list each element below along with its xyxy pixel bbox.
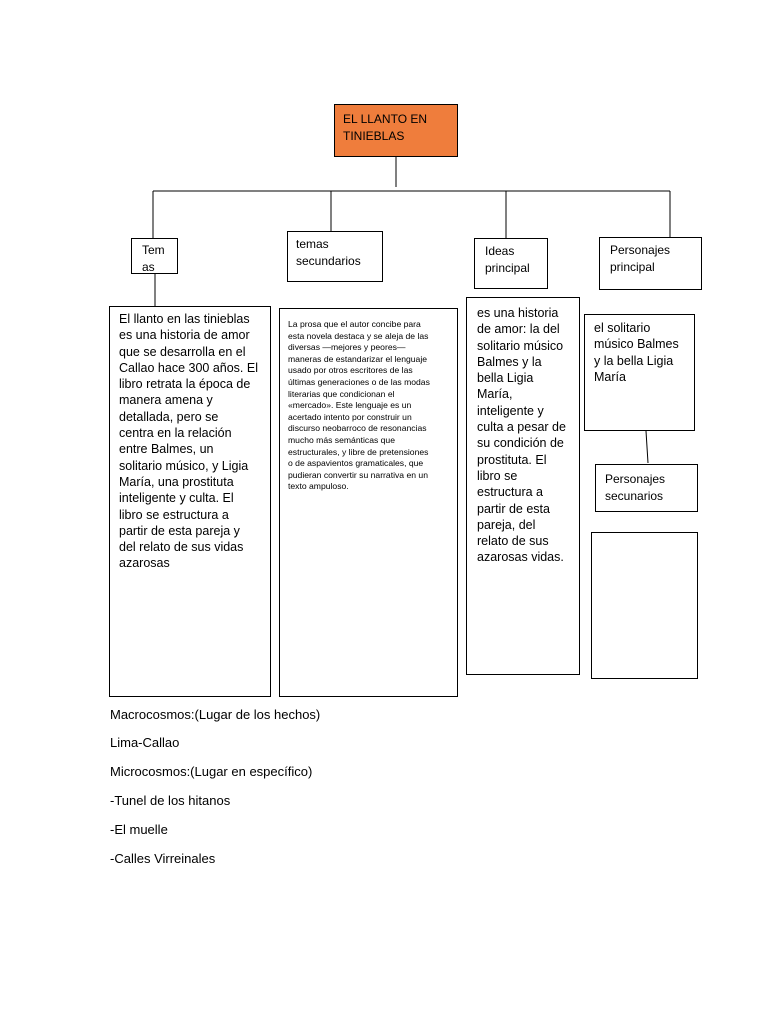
connector-personajes (646, 431, 648, 463)
branch-content-text: El llanto en las tinieblas es una historia de amor que se desarrolla en el Callao hace 300 años. El libro retrata la época de manera amena y detallada, pero se centra en la relación entre Balmes, un solitario músico, y Ligia María, una prostituta inteligente y culta. El libro se estructura a partir de esta pareja y del relato de sus vidas azarosas (119, 312, 258, 571)
note-microcosmos: Microcosmos:(Lugar en específico) (110, 764, 313, 779)
note-muelle: -El muelle (110, 822, 168, 837)
note-macrocosmos: Macrocosmos:(Lugar de los hechos) (110, 707, 321, 722)
note-tunel: -Tunel de los hitanos (110, 793, 231, 808)
note-calles: -Calles Virreinales (110, 851, 216, 866)
branch-label-text: Ideas principal (485, 244, 530, 275)
branch-content-temas-secundarios (279, 308, 458, 697)
branch-label-text: Tem as (142, 243, 165, 274)
branch-content-personajes-secundarios (591, 532, 698, 679)
branch-label-personajes-secundarios (595, 464, 698, 512)
branch-label-temas-secundarios (287, 231, 383, 282)
branch-label-ideas-principal (474, 238, 548, 289)
branch-content-text: es una historia de amor: la del solitario músico Balmes y la bella Ligia María, inteligente y culta a pesar de su condición de prostituta. El libro se estructura a partir de esta pareja, del relato de sus azarosas vidas. (477, 306, 566, 565)
branch-label-personajes-principal (599, 237, 702, 290)
branch-content-temas (109, 306, 271, 697)
title-box (334, 104, 458, 157)
title-text: EL LLANTO EN TINIEBLAS (343, 112, 428, 143)
branch-content-text: La prosa que el autor concibe para esta novela destaca y se aleja de las diversas —mejores y peores— maneras de estandarizar el lenguaje usado por otros escritores de las últimas generaciones o de las modas literarias que condicionan el «mercado». Este lenguaje es un acertado intento por construir un discurso neobarroco de resonancias mucho más semánticas que estructurales, y libre de pretensiones o de aspavientos gramaticales, que pudieran convertir su narrativa en un texto ampuloso. (288, 319, 430, 492)
branch-label-temas (131, 238, 178, 274)
branch-content-personajes-principal (584, 314, 695, 431)
branch-content-ideas-principal (466, 297, 580, 675)
branch-content-text: el solitario músico Balmes y la bella Ligia María (594, 321, 679, 384)
note-lima-callao: Lima-Callao (110, 735, 180, 750)
branch-label-text: Personajes principal (610, 243, 671, 274)
branch-label-text: Personajes secunarios (605, 472, 666, 503)
branch-label-text: temas secundarios (296, 237, 361, 268)
